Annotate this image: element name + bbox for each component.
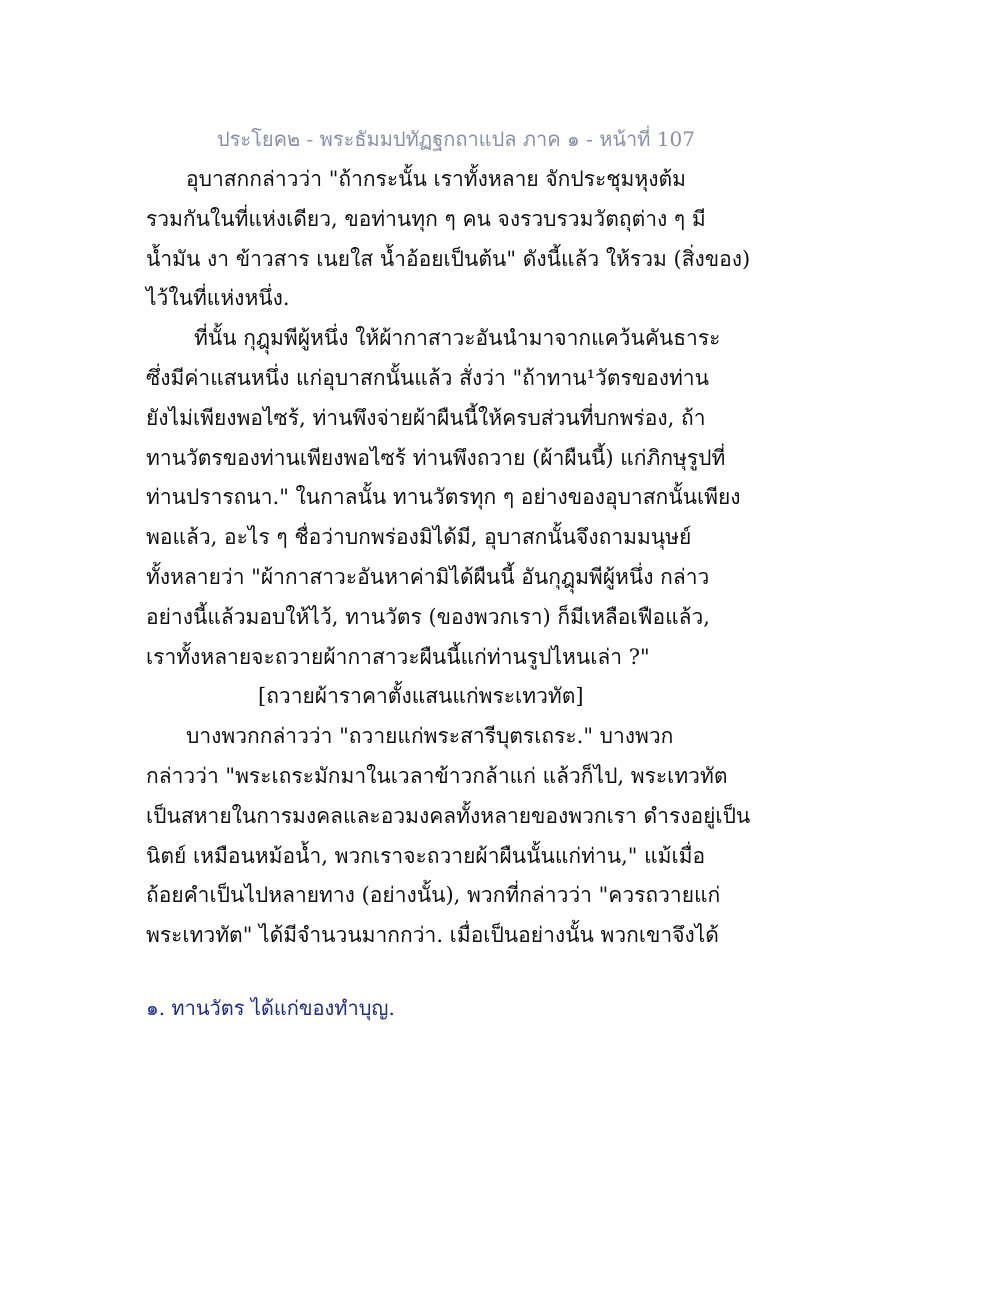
text-line: พระเทวทัต" ได้มีจำนวนมากกว่า. เมื่อเป็นอย่างนั้น พวกเขาจึงได้ bbox=[146, 923, 719, 948]
footnote: ๑. ทานวัตร ได้แก่ของทำบุญ. bbox=[146, 996, 395, 1020]
text-line: ทานวัตรของท่านเพียงพอไซร้ ท่านพึงถวาย (ผ้าผืนนี้) แก่ภิกษุรูปที่ bbox=[146, 445, 726, 470]
text-line: ทั้งหลายว่า "ผ้ากาสาวะอันหาค่ามิได้ผืนนี้ อันกุฎุมพีผู้หนึ่ง กล่าว bbox=[146, 564, 710, 589]
text-line: ซึ่งมีค่าแสนหนึ่ง แก่อุบาสกนั้นแล้ว สั่งว่า "ถ้าทาน¹วัตรของท่าน bbox=[146, 365, 709, 390]
text-line: กล่าวว่า "พระเถระมักมาในเวลาข้าวกล้าแก่ แล้วก็ไป, พระเทวทัต bbox=[146, 763, 728, 788]
text-line: ถ้อยคำเป็นไปหลายทาง (อย่างนั้น), พวกที่กล่าวว่า "ควรถวายแก่ bbox=[146, 883, 721, 908]
body-text bbox=[146, 160, 751, 956]
text-line: อุบาสกกล่าวว่า "ถ้ากระนั้น เราทั้งหลาย จักประชุมหุงต้ม bbox=[186, 167, 686, 191]
text-line: ยังไม่เพียงพอไซร้, ท่านพึงจ่ายผ้าผืนนี้ให้ครบส่วนที่บกพร่อง, ถ้า bbox=[146, 405, 706, 430]
running-head: ประโยค๒ - พระธัมมปทัฏฐกถาแปล ภาค ๑ - หน้าที่ 107 bbox=[216, 127, 695, 151]
text-line: เราทั้งหลายจะถวายผ้ากาสาวะผืนนี้แก่ท่านรูปไหนเล่า ?" bbox=[146, 644, 650, 669]
text-line: นิตย์ เหมือนหม้อน้ำ, พวกเราจะถวายผ้าผืนนั้นแก่ท่าน," แม้เมื่อ bbox=[146, 843, 706, 868]
text-line: ไว้ในที่แห่งหนึ่ง. bbox=[146, 286, 290, 311]
text-line: อย่างนี้แล้วมอบให้ไว้, ทานวัตร (ของพวกเรา) ก็มีเหลือเฟือแล้ว, bbox=[146, 604, 710, 629]
text-line: ท่านปรารถนา." ในกาลนั้น ทานวัตรทุก ๆ อย่างของอุบาสกนั้นเพียง bbox=[146, 485, 741, 510]
text-line: รวมกันในที่แห่งเดียว, ขอท่านทุก ๆ คน จงรวบรวมวัตถุต่าง ๆ มี bbox=[146, 206, 706, 231]
text-line: พอแล้ว, อะไร ๆ ชื่อว่าบกพร่องมิได้มี, อุบาสกนั้นจึงถามมนุษย์ bbox=[146, 525, 692, 550]
text-line: น้ำมัน งา ข้าวสาร เนยใส น้ำอ้อยเป็นต้น" ดังนี้แล้ว ให้รวม (สิ่งของ) bbox=[146, 246, 751, 271]
text-line: บางพวกกล่าวว่า "ถวายแก่พระสารีบุตรเถระ." บางพวก bbox=[186, 724, 674, 749]
text-line: เป็นสหายในการมงคลและอวมงคลทั้งหลายของพวกเรา ดำรงอยู่เป็น bbox=[146, 803, 751, 828]
text-line: ที่นั้น กุฎุมพีผู้หนึ่ง ให้ผ้ากาสาวะอันนำมาจากแคว้นคันธาระ bbox=[194, 326, 721, 351]
section-heading: [ถวายผ้าราคาตั้งแสนแก่พระเทวทัต] bbox=[258, 684, 584, 709]
